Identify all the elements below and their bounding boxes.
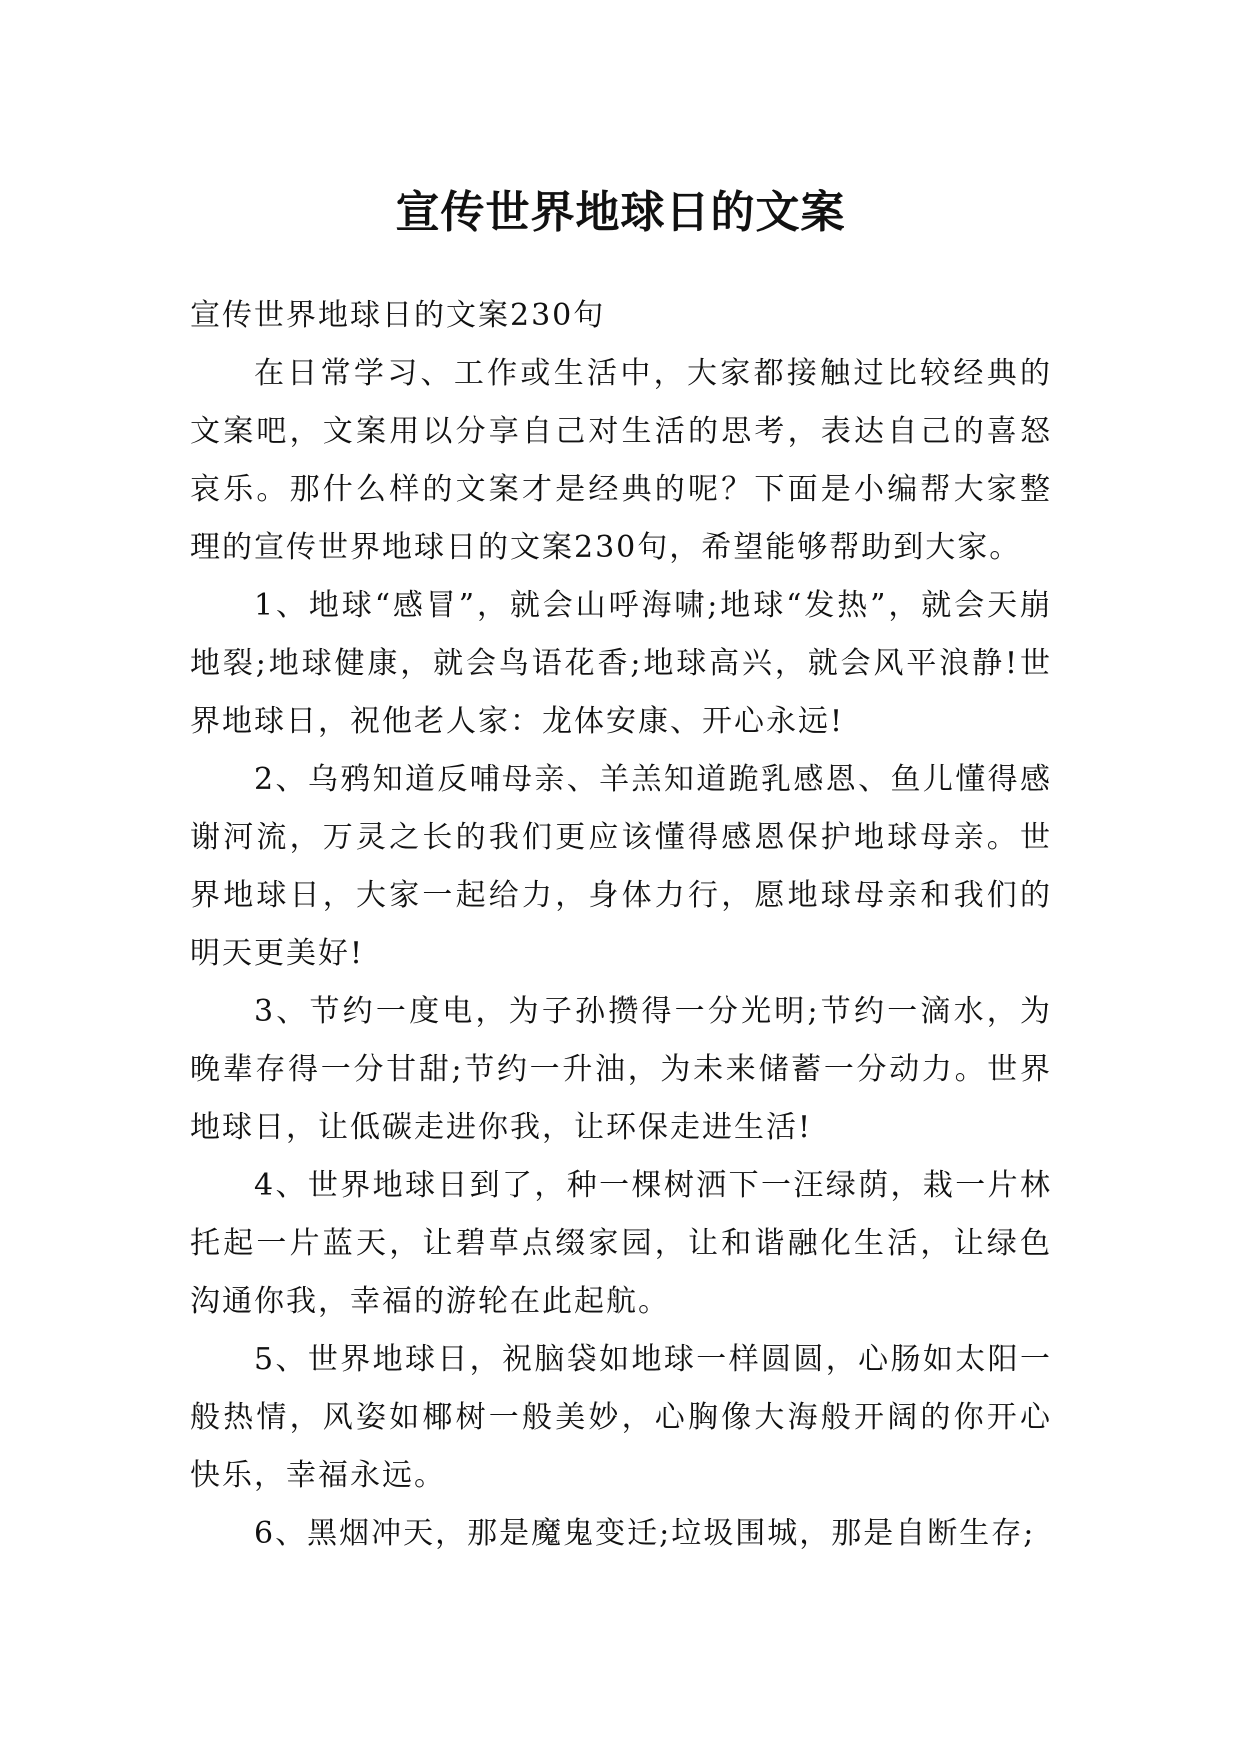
intro-paragraph: 在日常学习、工作或生活中，大家都接触过比较经典的文案吧，文案用以分享自己对生活的思考，表达自己的喜怒哀乐。那什么样的文案才是经典的呢？下面是小编帮大家整理的宣传世界地球日的文案230句，希望能够帮助到大家。 <box>190 356 1052 565</box>
list-item: 1、地球“感冒”，就会山呼海啸;地球“发热”，就会天崩地裂;地球健康，就会鸟语花香;地球高兴，就会风平浪静!世界地球日，祝他老人家：龙体安康、开心永远! <box>190 588 1052 739</box>
list-item: 6、黑烟冲天，那是魔鬼变迁;垃圾围城，那是自断生存; <box>254 1516 1036 1551</box>
list-item: 3、节约一度电，为子孙攒得一分光明;节约一滴水，为晚辈存得一分甘甜;节约一升油，为未来储蓄一分动力。世界地球日，让低碳走进你我，让环保走进生活! <box>190 994 1052 1145</box>
document-title: 宣传世界地球日的文案 <box>395 187 846 239</box>
document-body <box>190 287 1052 1563</box>
list-item: 2、乌鸦知道反哺母亲、羊羔知道跪乳感恩、鱼儿懂得感谢河流，万灵之长的我们更应该懂得感恩保护地球母亲。世界地球日，大家一起给力，身体力行，愿地球母亲和我们的明天更美好! <box>190 762 1052 971</box>
list-item: 5、世界地球日，祝脑袋如地球一样圆圆，心肠如太阳一般热情，风姿如椰树一般美妙，心胸像大海般开阔的你开心快乐，幸福永远。 <box>190 1342 1052 1493</box>
document-subtitle: 宣传世界地球日的文案230句 <box>190 298 606 333</box>
list-item: 4、世界地球日到了，种一棵树洒下一汪绿荫，栽一片林托起一片蓝天，让碧草点缀家园，让和谐融化生活，让绿色沟通你我，幸福的游轮在此起航。 <box>190 1168 1052 1319</box>
